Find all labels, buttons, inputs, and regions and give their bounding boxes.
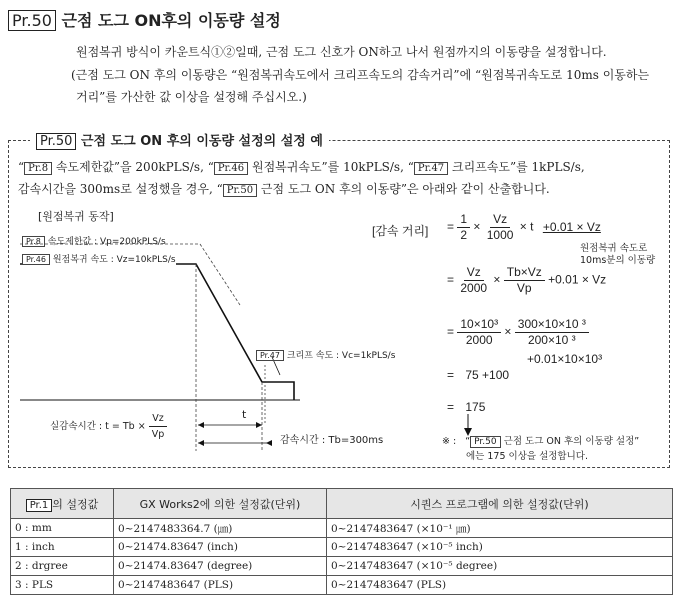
example-heading <box>30 130 329 149</box>
pr46-tag: Pr.46 <box>214 162 248 175</box>
table-row: 3 : PLS 0~2147483647 (PLS) 0~2147483647 (PLS) <box>11 576 673 595</box>
formula-row-3: = $\frac{\text{10×10³}}{2000}$ × $\frac{\text{300×10×10 ³}}{\text{200×10 ³}}$ <box>447 317 589 348</box>
col-unit-header: Pr.1 의 설정값 <box>11 489 114 519</box>
pr47-tag: Pr.47 <box>414 162 448 175</box>
table-header-row <box>11 489 673 519</box>
section-header <box>8 8 281 31</box>
pr50-tag: Pr.50 <box>223 184 257 197</box>
page-title: 근점 도그 ON후의 이동량 설정 <box>61 11 281 30</box>
formula-footnote-2: 에는 175 이상을 설정합니다. <box>466 451 588 462</box>
pr8-tag: Pr.8 <box>24 162 52 175</box>
formula-note-2: 10ms분의 이동량 <box>580 255 656 266</box>
example-line-2: 감속시간을 300ms로 설정했을 경우, “ Pr.50 근점 도그 ON 후의 이동량”은 아래와 같이 산출합니다. <box>18 182 550 196</box>
diagram-title: [원점복귀 동작] <box>38 210 114 223</box>
intro-line-3: 거리”를 가산한 값 이상을 설정해 주십시오.) <box>76 90 307 104</box>
intro-line-2: (근점 도그 ON 후의 이동량은 “원점복귀속도에서 크리프속도의 감속거리”에 “원점복귀속도로 10ms 이동하는 <box>71 68 650 82</box>
col-gx-header: GX Works2에 의한 설정값(단위) <box>114 489 327 519</box>
formula-note-1: 원점복귀 속도로 <box>580 243 648 254</box>
formula-footnote: ※ : “ Pr.50 근점 도그 ON 후의 이동량 설정” <box>442 436 640 447</box>
param-tag: Pr.50 <box>8 10 56 31</box>
formula-row-2: = $\frac{Vz}{2000}$ × $\frac{Tb\times Vz}{Vp}$ +0.01 × Vz <box>447 265 607 295</box>
decel-time-label: 감속시간 : Tb=300ms <box>280 435 384 446</box>
formula-row-1: = $\frac{1}{2}$ × $\frac{Vz}{1000}$ × t +0.01 × Vz <box>447 212 601 242</box>
pr47-label: Pr.47 크리프 속도 : Vc=1kPLS/s <box>256 348 395 361</box>
accel-ramp <box>200 244 240 305</box>
footnote-pr50-tag: Pr.50 <box>470 436 500 448</box>
formula-row-3b: +0.01×10×10³ <box>527 352 603 366</box>
formula-row-5: = 175 <box>447 400 486 414</box>
col-seq-header: 시퀀스 프로그램에 의한 설정값(단위) <box>327 489 673 519</box>
example-title: 근점 도그 ON 후의 이동량 설정의 설정 예 <box>80 134 323 149</box>
pr46-label: Pr.46 원점복귀 속도 : Vz=10kPLS/s <box>22 252 176 265</box>
setting-table <box>10 488 673 595</box>
example-tag: Pr.50 <box>36 133 76 150</box>
t-label: t <box>242 408 247 421</box>
formula-label: [감속 거리] <box>372 224 429 238</box>
speed-profile <box>20 264 294 400</box>
table-row: 1 : inch 0~21474.83647 (inch) 0~2147483647 (×10⁻⁵ inch) <box>11 538 673 557</box>
table-row: 2 : drgree 0~21474.83647 (degree) 0~2147483647 (×10⁻⁵ degree) <box>11 557 673 576</box>
actual-decel-time: 실감속시간 : t = Tb × $\frac{Vz}{Vp}$ <box>50 411 167 442</box>
example-line-1: “ Pr.8 속도제한값”을 200kPLS/s, “ Pr.46 원점복귀속도”를 10kPLS/s, “ Pr.47 크리프속도”를 1kPLS/s, <box>18 160 585 174</box>
table-row: 0 : mm 0~2147483364.7 (㎛) 0~2147483647 (×10⁻¹ ㎛) <box>11 519 673 538</box>
pr8-label: Pr.8 속도제한값 : Vp=200kPLS/s <box>22 234 166 247</box>
intro-line-1: 원점복귀 방식이 카운트식①②일때, 근점 도그 신호가 ON하고 나서 원점까지의 이동량을 설정합니다. <box>76 45 607 59</box>
formula-row-4: = 75 +100 <box>447 368 510 382</box>
